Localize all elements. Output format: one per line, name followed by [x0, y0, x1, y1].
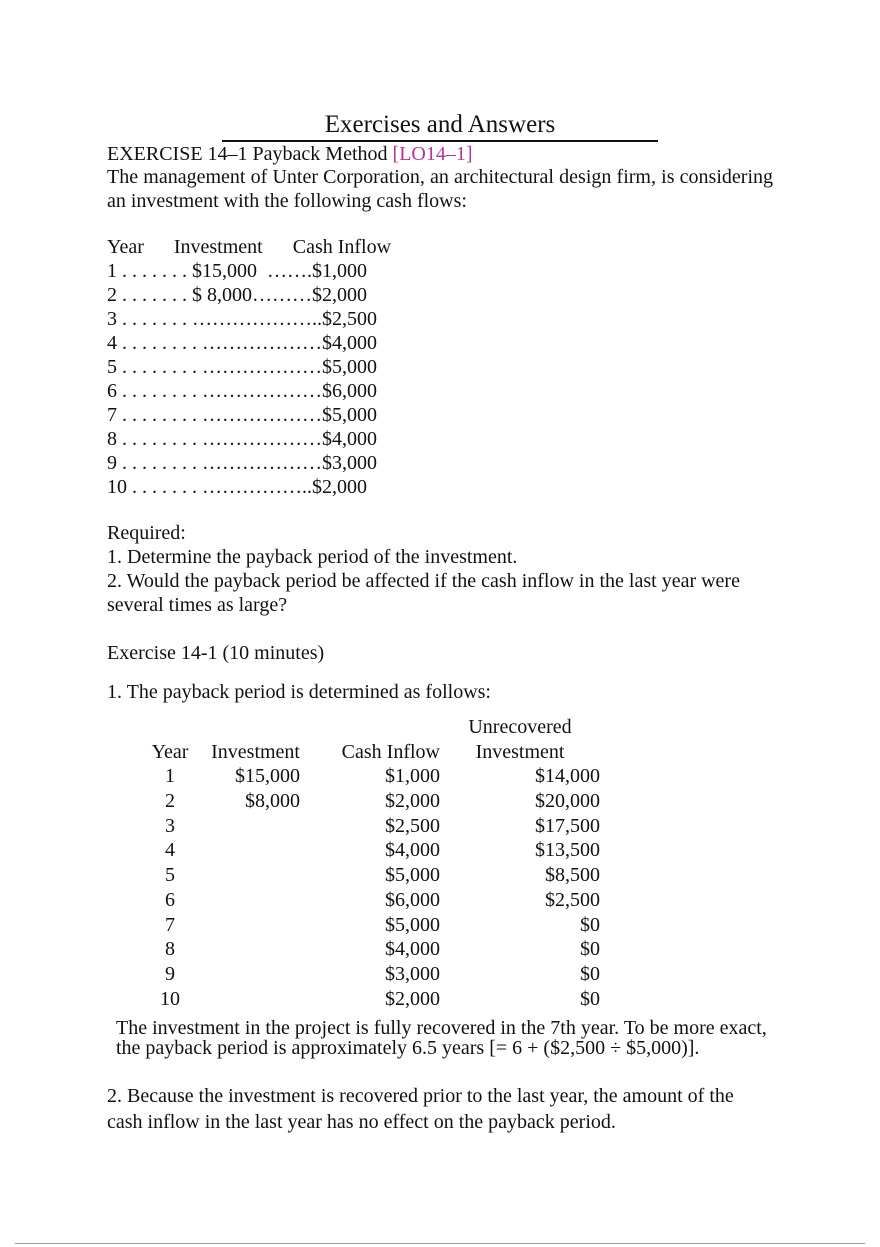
solution-part1-intro: 1. The payback period is determined as follows: — [107, 681, 491, 703]
header-investment: Investment — [211, 740, 300, 763]
table-row: 1 $15,000 $1,000 $14,000 — [165, 765, 600, 788]
cashflow-row: 10 . . . . . . . ……………..$2,000 — [107, 476, 367, 498]
table-row: 3 $2,500 $17,500 — [165, 814, 600, 837]
table-header-row — [140, 740, 600, 765]
exercise-intro: The management of Unter Corporation, an architectural design firm, is considering an investment with the following cash flows: — [107, 166, 773, 212]
table-row: 6 $6,000 $2,500 — [165, 888, 600, 911]
table-row: 9 $3,000 $0 — [165, 962, 600, 985]
table-row: 10 $2,000 $0 — [160, 987, 600, 1010]
exercise-heading — [107, 142, 773, 166]
header-unrecovered-investment: Investment — [475, 740, 565, 763]
cashflow-row: 9 . . . . . . . . ………………$3,000 — [107, 452, 377, 474]
cashflow-list — [107, 235, 773, 499]
table-row: 2 $8,000 $2,000 $20,000 — [165, 790, 600, 813]
required-section — [107, 521, 773, 617]
page-title: Exercises and Answers — [222, 110, 658, 142]
required-item-2: 2. Would the payback period be affected if the cash inflow in the last year were several times as large? — [107, 570, 740, 616]
cashflow-row: 1 . . . . . . . $15,000 …….$1,000 — [107, 260, 367, 282]
header-cash-inflow: Cash Inflow — [341, 740, 440, 763]
header-unrecovered: Unrecovered — [468, 716, 572, 738]
solution-heading: Exercise 14-1 (10 minutes) — [107, 642, 325, 664]
cashflow-row: 4 . . . . . . . . ………………$4,000 — [107, 332, 377, 354]
cashflow-row: 2 . . . . . . . $ 8,000………$2,000 — [107, 284, 367, 306]
table-row: 5 $5,000 $8,500 — [165, 864, 600, 887]
table-row: 7 $5,000 $0 — [165, 913, 600, 936]
cashflow-row: 6 . . . . . . . . ………………$6,000 — [107, 380, 377, 402]
cashflow-row: 5 . . . . . . . . ………………$5,000 — [107, 356, 377, 378]
exercise-heading-text: EXERCISE 14–1 Payback Method — [107, 143, 393, 165]
cashflow-row: 3 . . . . . . . ………………..$2,500 — [107, 308, 377, 330]
solution-note: The investment in the project is fully recovered in the 7th year. To be more exact, the payback period is approximately 6.5 years [= 6 + ($2,500 ÷ $5,000)]. — [116, 1017, 767, 1059]
cashflow-row: 8 . . . . . . . . ………………$4,000 — [107, 428, 377, 450]
table-header-row-top — [140, 715, 600, 740]
solution-part2: 2. Because the investment is recovered prior to the last year, the amount of the cash inflow in the last year has no effect on the payback period. — [107, 1085, 734, 1133]
header-year: Year — [151, 740, 189, 763]
payback-table — [140, 715, 600, 1011]
table-row: 8 $4,000 $0 — [165, 938, 600, 961]
required-item-1: 1. Determine the payback period of the investment. — [107, 546, 518, 568]
learning-objective-ref: [LO14–1] — [392, 143, 473, 165]
required-label: Required: — [107, 522, 186, 544]
footer-divider — [15, 1243, 865, 1244]
cashflow-row: 7 . . . . . . . . ………………$5,000 — [107, 404, 377, 426]
table-row: 4 $4,000 $13,500 — [165, 839, 600, 862]
cashflow-header: Year Investment Cash Inflow — [107, 236, 392, 258]
